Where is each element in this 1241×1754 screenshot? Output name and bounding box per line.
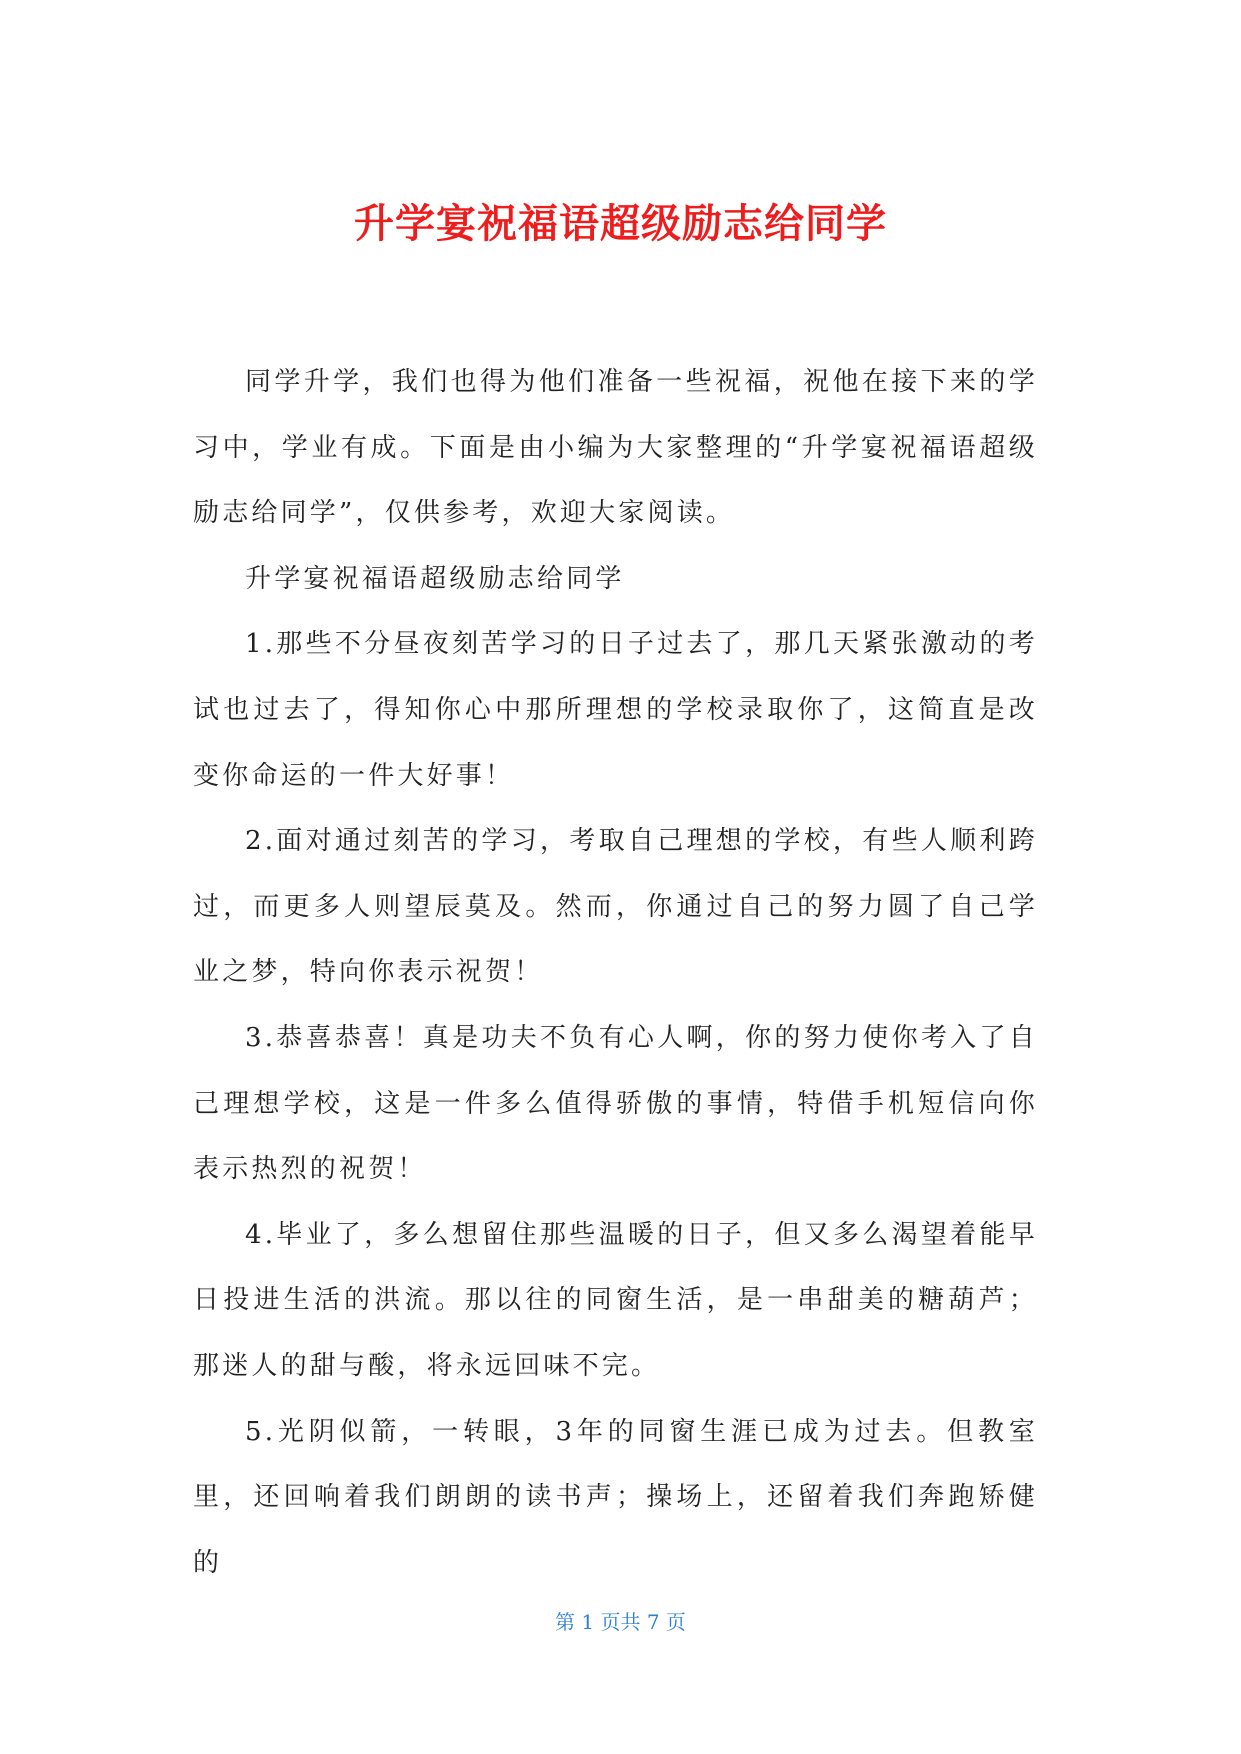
- paragraph-intro: 同学升学，我们也得为他们准备一些祝福，祝他在接下来的学习中，学业有成。下面是由小编为大家整理的“升学宴祝福语超级励志给同学”，仅供参考，欢迎大家阅读。: [193, 367, 1038, 529]
- document-title: 升学宴祝福语超级励志给同学: [354, 201, 887, 247]
- paragraph-item-3: 3.恭喜恭喜！真是功夫不负有心人啊，你的努力使你考入了自己理想学校，这是一件多么值得骄傲的事情，特借手机短信向你表示热烈的祝贺！: [193, 1022, 1038, 1185]
- paragraph-item-2: 2.面对通过刻苦的学习，考取自己理想的学校，有些人顺利跨过，而更多人则望辰莫及。然而，你通过自己的努力圆了自己学业之梦，特向你表示祝贺！: [193, 826, 1038, 988]
- paragraph-subheading: 升学宴祝福语超级励志给同学: [245, 563, 625, 594]
- paragraph-item-1: 1.那些不分昼夜刻苦学习的日子过去了，那几天紧张激动的考试也过去了，得知你心中那所理想的学校录取你了，这简直是改变你命运的一件大好事！: [193, 629, 1038, 791]
- document-body: [193, 350, 1038, 1596]
- paragraph-item-4: 4.毕业了，多么想留住那些温暖的日子，但又多么渴望着能早日投进生活的洪流。那以往的同窗生活，是一串甜美的糖葫芦；那迷人的甜与酸，将永远回味不完。: [193, 1219, 1038, 1381]
- paragraph-item-5: 5.光阴似箭，一转眼，3年的同窗生涯已成为过去。但教室里，还回响着我们朗朗的读书声；操场上，还留着我们奔跑矫健的: [193, 1416, 1038, 1578]
- page-footer: 第 1 页共 7 页: [555, 1610, 686, 1634]
